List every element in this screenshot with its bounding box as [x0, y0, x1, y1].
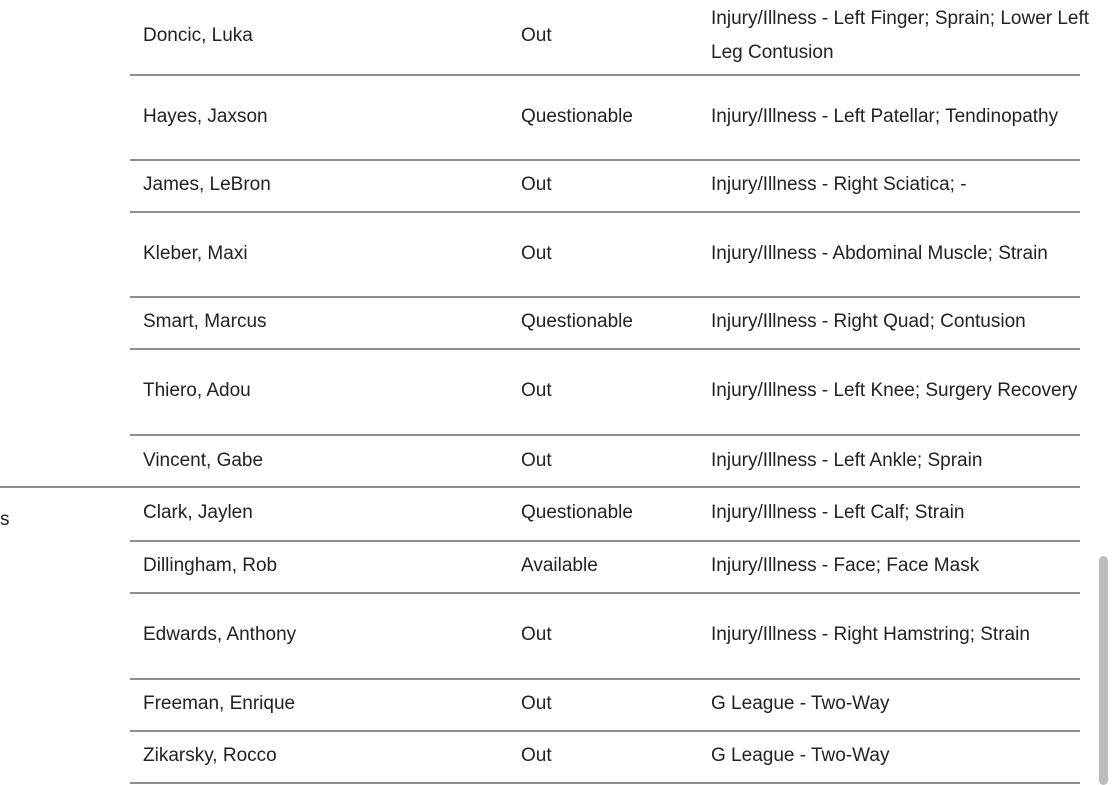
- table-row: [130, 732, 1080, 784]
- player-status: Out: [521, 693, 552, 714]
- player-status: Out: [521, 242, 552, 264]
- injury-reason: Injury/Illness - Abdominal Muscle; Strain: [711, 242, 1048, 264]
- player-name: Zikarsky, Rocco: [143, 745, 277, 766]
- player-name: Thiero, Adou: [143, 380, 251, 401]
- table-row: [130, 161, 1080, 213]
- injury-reason: Injury/Illness - Left Calf; Strain: [711, 502, 965, 523]
- player-name: Doncic, Luka: [143, 25, 253, 46]
- player-status: Out: [521, 25, 552, 46]
- player-name: James, LeBron: [143, 174, 271, 195]
- table-row: [130, 488, 1080, 542]
- table-row: [130, 298, 1080, 350]
- player-status: Questionable: [521, 311, 633, 332]
- player-status: Out: [521, 745, 552, 766]
- table-row: [130, 542, 1080, 594]
- player-name: Kleber, Maxi: [143, 242, 248, 264]
- injury-reason: Injury/Illness - Left Ankle; Sprain: [711, 450, 983, 471]
- injury-reason: G League - Two-Way: [711, 693, 890, 714]
- player-status: Out: [521, 624, 552, 645]
- table-row: [130, 680, 1080, 732]
- player-status: Questionable: [521, 502, 633, 523]
- team-label: s: [0, 509, 10, 530]
- player-name: Edwards, Anthony: [143, 624, 297, 645]
- player-name: Smart, Marcus: [143, 311, 267, 332]
- player-name: Dillingham, Rob: [143, 555, 278, 576]
- player-status: Out: [521, 450, 552, 471]
- table-row: [130, 0, 1090, 76]
- player-status: Out: [521, 174, 552, 195]
- injury-reason: Injury/Illness - Right Hamstring; Strain: [711, 624, 1030, 645]
- player-status: Questionable: [521, 105, 633, 127]
- table-row: [130, 213, 1080, 298]
- team-group-2: [0, 488, 1080, 784]
- injury-reason: Injury/Illness - Face; Face Mask: [711, 555, 980, 576]
- injury-reason: Injury/Illness - Left Patellar; Tendinopathy: [711, 105, 1059, 127]
- player-status: Available: [521, 555, 598, 576]
- table-row: [130, 76, 1080, 161]
- player-name: Vincent, Gabe: [143, 450, 264, 471]
- player-status: Out: [521, 380, 552, 401]
- player-name: Hayes, Jaxson: [143, 105, 268, 127]
- injury-reason: G League - Two-Way: [711, 745, 890, 766]
- player-name: Freeman, Enrique: [143, 693, 296, 714]
- player-name: Clark, Jaylen: [143, 502, 253, 523]
- table-row: [130, 350, 1080, 436]
- vertical-scrollbar[interactable]: [1099, 556, 1108, 785]
- injury-reason: Injury/Illness - Left Knee; Surgery Recovery: [711, 380, 1078, 401]
- injury-reason: Injury/Illness - Right Sciatica; -: [711, 174, 967, 195]
- injury-reason: Injury/Illness - Left Finger; Sprain; Lower Left Leg Contusion: [711, 8, 1090, 63]
- table-row: [130, 436, 1080, 488]
- table-row: [130, 594, 1080, 680]
- injury-reason: Injury/Illness - Right Quad; Contusion: [711, 311, 1026, 332]
